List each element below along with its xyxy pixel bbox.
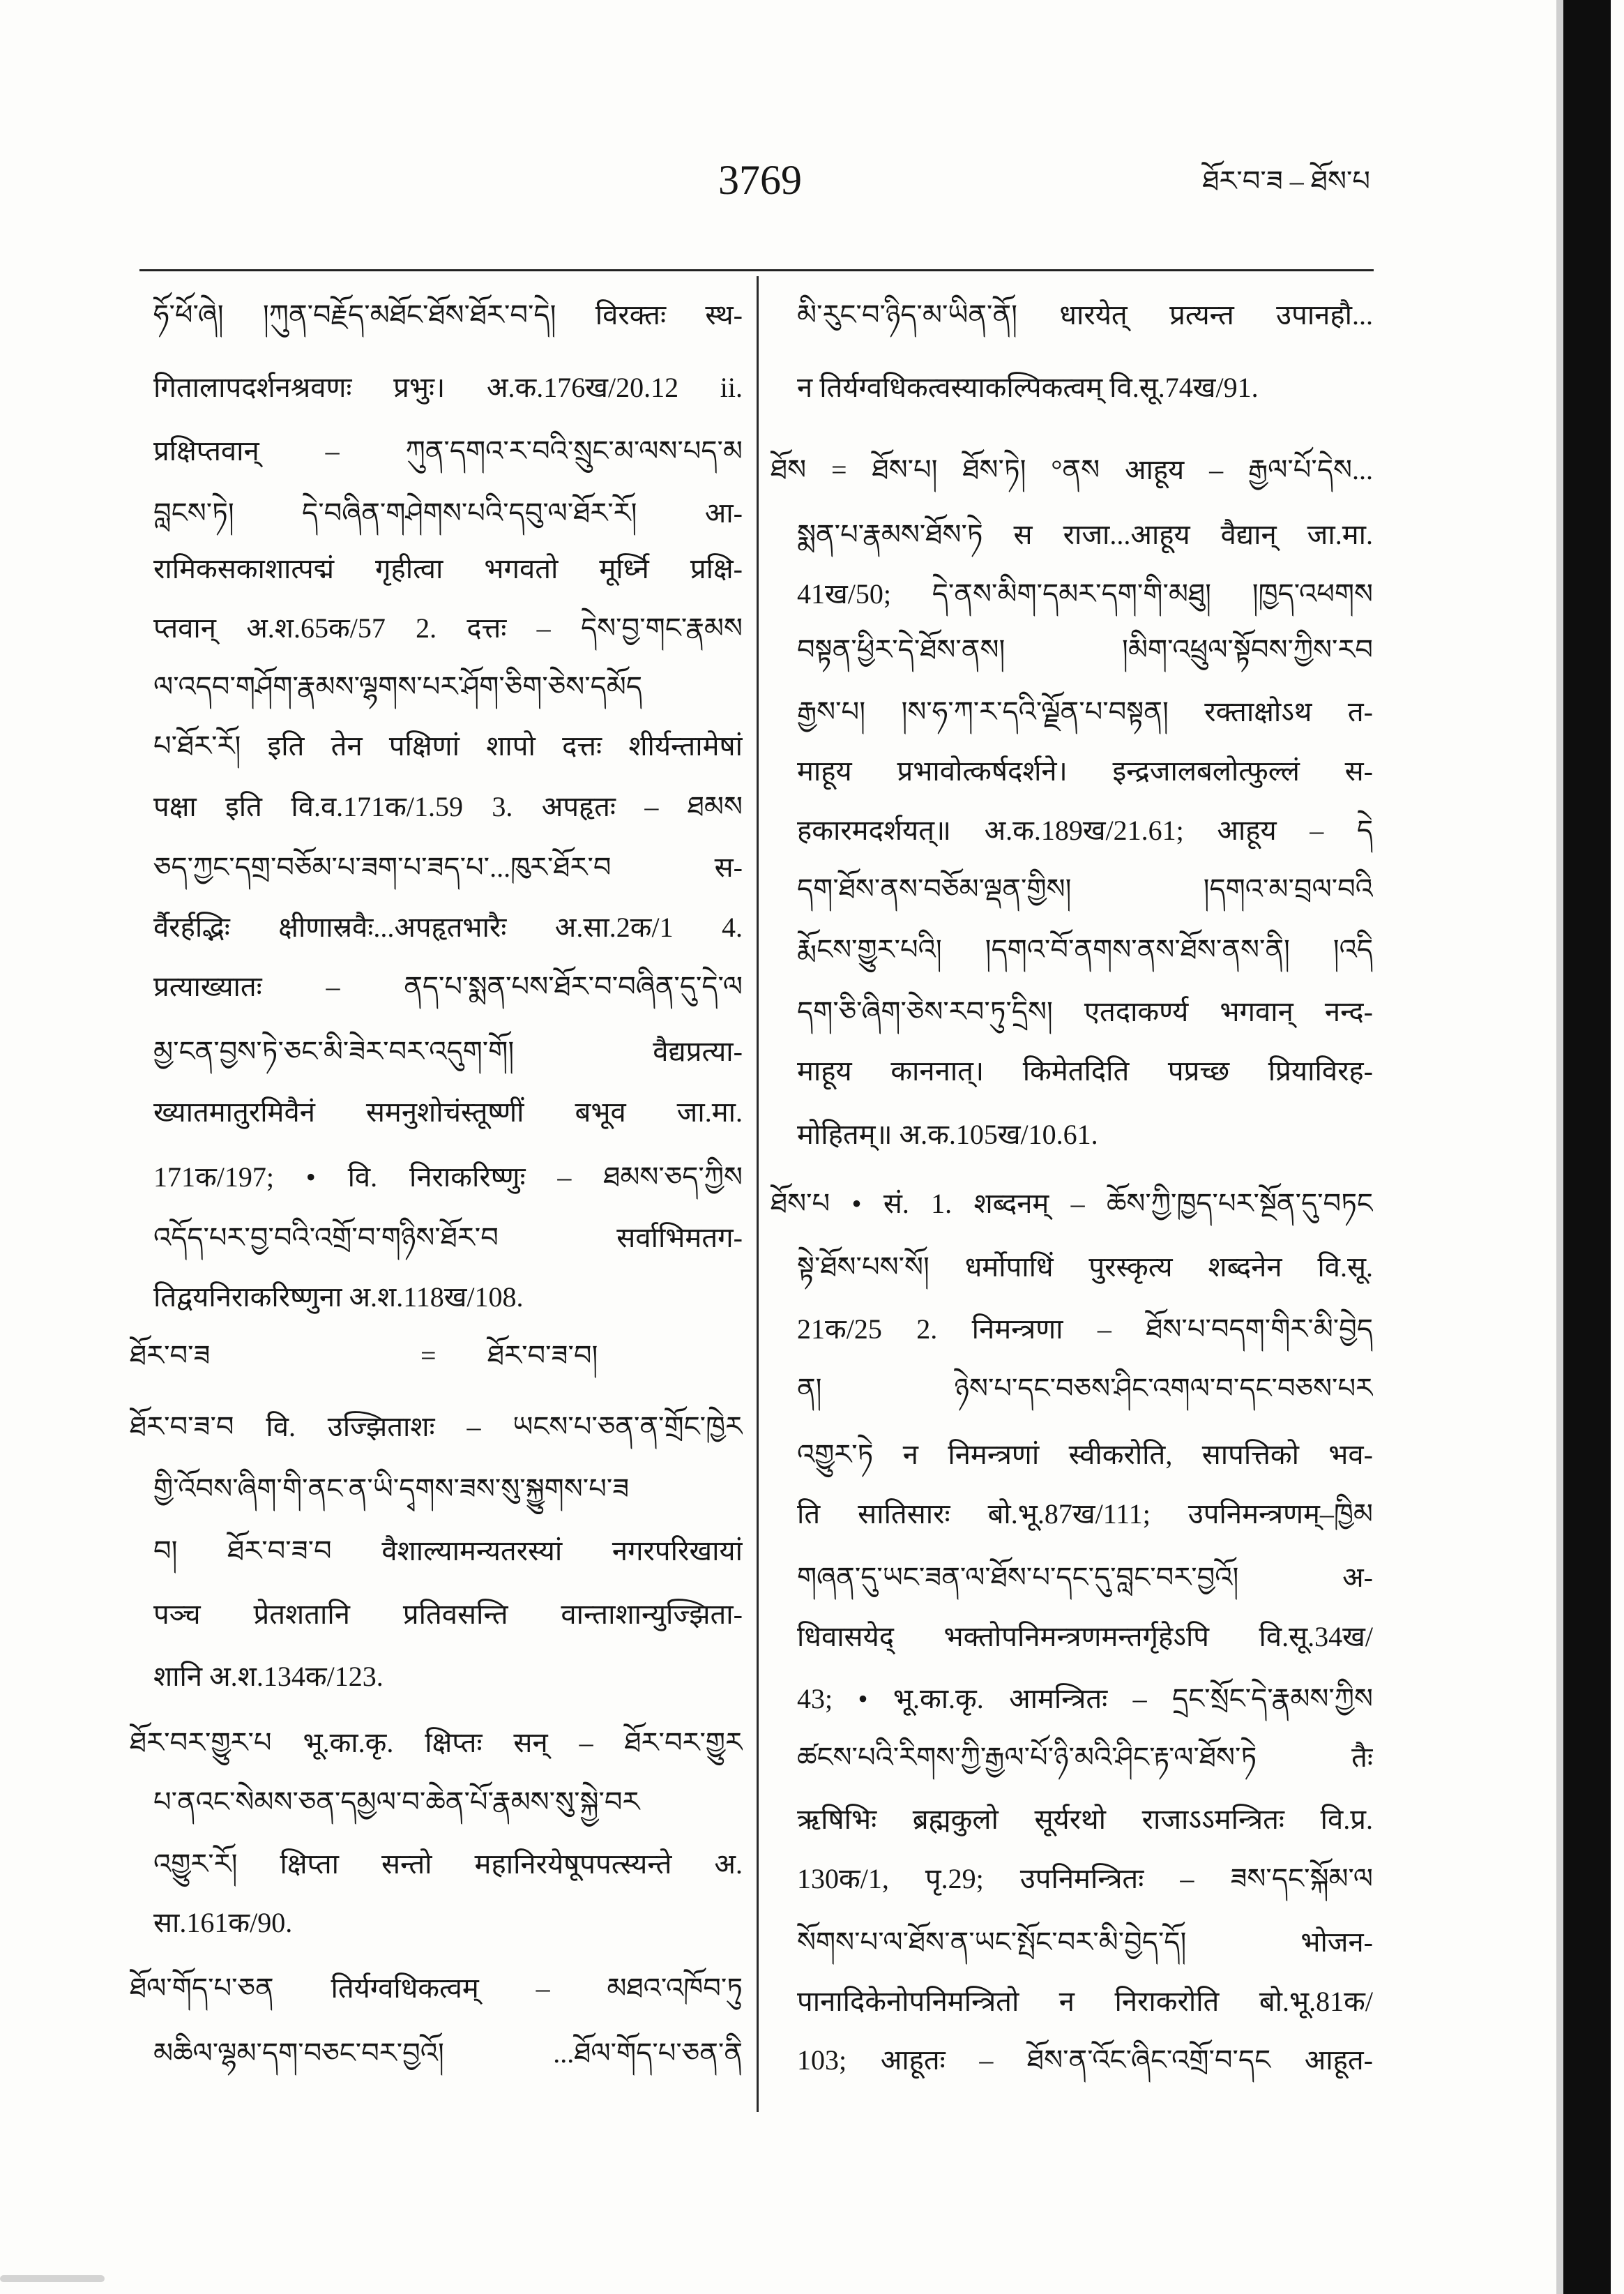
right-line-25: ऋषिभिः ब्रह्मकुलो सूर्यरथो राजाऽऽमन्त्रितः वि.प्र. [797,1804,1373,1835]
cross-reference-headword: ཐོར་བ་ཟ [130,1340,211,1371]
left-line-21: བ། ཐོར་བ་ཟ་བ वैशाल्यामन्यतरस्यां नगरपरिखायां [153,1535,743,1567]
right-line-8: माहूय प्रभावोत्कर्षदर्शने। इन्द्रजालबलोत्फुल्लं स- [797,755,1373,787]
left-line-26: འགྱུར་རོ། क्षिप्ता सन्तो महानिरयेषूपपत्स्यन्ते अ. [153,1848,743,1880]
left-line-15: 171क/197; • वि. निराकरिष्णुः – ཐམས་ཅད་ཀྱིས [153,1161,743,1193]
left-line-13: མྱ་ངན་བྱས་ཏེ་ཅང་མི་ཟེར་བར་འདུག་གོ། वैद्यप्रत्या- [153,1036,743,1067]
left-line-27: सा.161क/90. [153,1907,293,1938]
right-line-28: पानादिकेनोपनिमन्त्रितो न निराकरोति बो.भू.81क/ [797,1986,1373,2017]
right-line-18: ན། ཉེས་པ་དང་བཅས་ཤིང་འགལ་བ་དང་བཅས་པར [797,1373,1373,1404]
left-line-28: ཐོལ་གོད་པ་ཅན तिर्यग्वधिकत्वम् – མཐའ་འཁོབ་ཏུ [130,1972,743,2004]
left-line-7: ལ་འདབ་གཤོག་རྣམས་ལྷགས་པར་ཤོག་ཅིག་ཅེས་དམོད [153,671,643,702]
left-line-29: མཆིལ་ལྷམ་དག་བཅང་བར་བྱའོ། ...ཐོལ་གོད་པ་ཅན་ནི [153,2037,743,2069]
left-line-12: प्रत्याख्यातः – ནད་པ་སྨན་པས་ཐོར་བ་བཞིན་དུ་དེ་ལ [153,971,743,1002]
right-line-2: न तिर्यग्वधिकत्वस्याकल्पिकत्वम् वि.सू.74ख/91. [797,372,1259,403]
right-line-22: धिवासयेद् भक्तोपनिमन्त्रणमन्तर्गृहेऽपि वि.सू.34ख/ [797,1621,1373,1652]
right-line-4: སྨན་པ་རྣམས་ཐོས་ཏེ स राजा...आहूय वैद्यान् जा.मा. [797,519,1373,550]
right-line-16: སྟེ་ཐོས་པས་སོ། धर्मोपाधिं पुरस्कृत्य शब्दनेन वि.सू. [797,1251,1373,1283]
cross-reference-equals: = [420,1340,437,1371]
left-line-5: रामिकसकाशात्पद्मं गृहीत्वा भगवतो मूर्ध्नि प्रक्षि- [153,553,743,584]
left-line-1: ཧོ་ཕོ་ཞེ། །ཀུན་བརྗོད་མཐོང་ཐོས་ཐོར་བ་དེ། विरक्तः स्थ- [153,299,743,331]
cross-reference-target: ཐོར་བ་ཟ་བ། [487,1340,598,1371]
right-line-24: ཚངས་པའི་རིགས་ཀྱི་རྒྱལ་པོ་ཉི་མའི་ཤིང་རྟ་ལ་ཐོས་ཏེ तैः [797,1742,1373,1773]
right-line-14: मोहितम्॥ अ.क.105ख/10.61. [797,1119,1098,1150]
left-line-22: पञ्च प्रेतशतानि प्रतिवसन्ति वान्ताशान्युज्झिता- [153,1599,743,1630]
right-line-3: ཐོས = ཐོས་པ། ཐོས་ཏེ། °ནས आहूय – རྒྱལ་པོ་དེས... [771,454,1373,485]
right-line-21: གཞན་དུ་ཡང་ཟན་ལ་ཐོས་པ་དང་དུ་བླང་བར་བྱའོ། अ- [797,1562,1373,1593]
left-line-23: शानि अ.श.134क/123. [153,1661,384,1692]
left-line-6: प्तवान् अ.श.65क/57 2. दत्तः – དེས་བྱ་གང་རྣམས [153,612,743,644]
right-line-19: འགྱུར་ཏེ न निमन्त्रणां स्वीकरोति, सापत्तिको भव- [797,1439,1373,1470]
right-line-20: ति सातिसारः बो.भू.87ख/111; उपनिमन्त्रणम्–ཁྱིམ [797,1498,1373,1530]
running-head: ཐོར་བ་ཟ – ཐོས་པ [1202,165,1370,197]
left-line-10: ཅད་ཀྱང་དགྲ་བཅོམ་པ་ཟག་པ་ཟད་པ་...ཁུར་ཐོར་བ स- [153,852,743,883]
left-line-3: प्रक्षिप्तवान् – ཀུན་དགའ་ར་བའི་སྲུང་མ་ལས་པད་མ [153,435,743,467]
left-line-20: གྱི་འོབས་ཞིག་གི་ནང་ན་ཡི་དྭགས་ཟས་སུ་སྐྱུགས་པ་ཟ [153,1473,630,1504]
right-line-6: བསྟན་ཕྱིར་དེ་ཐོས་ནས། །མིག་འཕྲུལ་སྟོབས་ཀྱིས་རབ [797,634,1373,665]
left-line-4: བླངས་ཏེ། དེ་བཞིན་གཤེགས་པའི་དབུ་ལ་ཐོར་རོ། आ- [153,497,743,529]
left-line-11: र्वैरर्हद्भिः क्षीणास्रवैः...अपहृतभारैः अ.सा.2क/1 4. [153,912,743,943]
left-line-9: पक्षा इति वि.व.171क/1.59 3. अपहृतः – ཐམས [153,791,743,822]
left-line-17: तिद्वयनिराकरिष्णुना अ.श.118ख/108. [153,1281,524,1313]
header-rule [139,269,1374,271]
scan-smudge [0,2275,105,2282]
right-line-10: དག་ཐོས་ནས་བཅོམ་ལྡན་གྱིས། །དགའ་མ་བྲལ་བའི [797,873,1373,905]
left-line-24: ཐོར་བར་གྱུར་པ भू.का.कृ. क्षिप्तः सन् – ཐོར་བར་གྱུར [130,1727,743,1758]
right-line-17: 21क/25 2. निमन्त्रणा – ཐོས་པ་བདག་གིར་མི་བྱེད [797,1313,1373,1345]
right-line-12: དག་ཅི་ཞིག་ཅེས་རབ་ཏུ་དྲིས། एतदाकर्ण्य भगवान् नन्द- [797,996,1373,1027]
right-line-7: རྒྱས་པ། །ས་ཧ་ཀ་ར་དའི་ལྗོན་པ་བསྟན། रक्ताक्षोऽथ त- [797,696,1373,727]
right-line-26: 130क/1, पृ.29; उपनिमन्त्रितः – ཟས་དང་སྐོམ་ལ [797,1863,1373,1894]
page-number: 3769 [718,157,802,203]
left-line-2: गितालापदर्शनश्रवणः प्रभुः। अ.क.176ख/20.12 ii. [153,372,743,403]
right-line-27: སོགས་པ་ལ་ཐོས་ན་ཡང་སྤོང་བར་མི་བྱེད་དོ། भोजन- [797,1926,1373,1958]
right-line-13: माहूय काननात्। किमेतदिति पप्रच्छ प्रियाविरह- [797,1055,1373,1087]
right-line-9: हकारमदर्शयत्॥ अ.क.189ख/21.61; आहूय – དེ [797,815,1373,846]
right-line-1: མི་རུང་བ་ཉིད་མ་ཡིན་ནོ། धारयेत् प्रत्यन्त उपानहौ... [797,299,1373,331]
left-line-8: པ་ཐོར་རོ། इति तेन पक्षिणां शापो दत्तः शीर्यन्तामेषां [153,730,743,762]
left-line-25: པ་ནའང་སེམས་ཅན་དམྱལ་བ་ཆེན་པོ་རྣམས་སུ་སྐྱེ་བར [153,1786,640,1818]
scan-border-bar [1563,0,1611,2294]
left-line-16: འདོད་པར་བྱ་བའི་འགྲོ་བ་གཉིས་ཐོར་བ सर्वाभिमतग- [153,1222,743,1253]
left-line-14: ख्यातमातुरमिवैनं समनुशोचंस्तूष्णीं बभूव जा.मा. [153,1096,743,1128]
right-line-11: རྨོངས་གྱུར་པའི། །དགའ་བོ་ནགས་ནས་ཐོས་ནས་ནི། །འདི [797,934,1373,965]
right-line-23: 43; • भू.का.कृ. आमन्त्रितः – དྲང་སྲོང་དེ་རྣམས་ཀྱིས [797,1683,1373,1714]
scan-edge-shadow [1556,0,1563,2294]
cross-reference-entry [130,1331,743,1381]
column-divider [757,276,759,2112]
left-line-19: ཐོར་བ་ཟ་བ वि. उज्झिताशः – ཡངས་པ་ཅན་ན་གྲོང་ཁྱེར [130,1411,743,1442]
right-line-15: ཐོས་པ • सं. 1. शब्दनम् – ཆོས་ཀྱི་ཁྱད་པར་སྔོན་དུ་བཏང [771,1188,1373,1219]
right-line-5: 41ख/50; དེ་ནས་མིག་དམར་དག་གི་མཐུ། །ཁྱད་འཕགས [797,578,1373,610]
right-line-29: 103; आहूतः – ཐོས་ན་འོང་ཞིང་འགྲོ་བ་དང आहूत- [797,2044,1373,2076]
